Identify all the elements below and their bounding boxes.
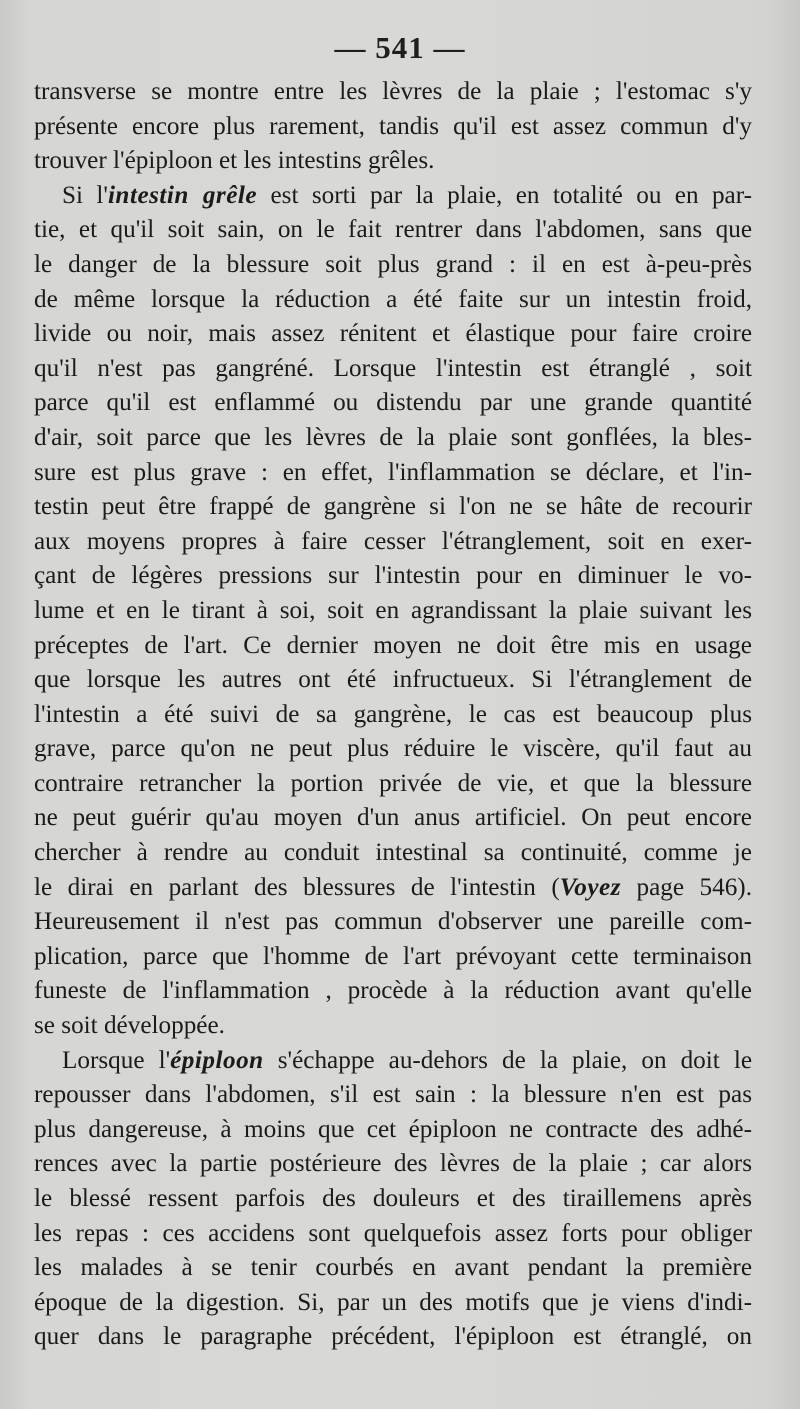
text-line: de même lorsque la réduction a été faite sur un intestin froid, xyxy=(34,285,752,313)
text-line: repousser dans l'abdomen, s'il est sain : la blessure n'en est pas xyxy=(34,1081,752,1109)
text-line: se soit développée. xyxy=(34,1012,225,1040)
text-line: les malades à se tenir courbés en avant pendant la première xyxy=(34,1254,752,1282)
text-line: trouver l'épiploon et les intestins grêles. xyxy=(34,147,435,175)
text-line: que lorsque les autres ont été infructueux. Si l'étranglement de xyxy=(34,666,752,694)
text-fragment: Si l' xyxy=(62,181,108,209)
text-line: tie, et qu'il soit sain, on le fait rentrer dans l'abdomen, sans que xyxy=(34,216,752,244)
text-line: le blessé ressent parfois des douleurs et des tiraillemens après xyxy=(34,1185,752,1212)
text-line: d'air, soit parce que les lèvres de la plaie sont gonflées, la bles- xyxy=(34,423,752,451)
reference-voyez: Voyez xyxy=(559,873,621,901)
text-line: chercher à rendre au conduit intestinal sa continuité, comme je xyxy=(34,839,752,867)
emphasis-term: intestin grêle xyxy=(107,181,258,209)
text-fragment: Lorsque l' xyxy=(62,1046,171,1074)
paragraph-start-line xyxy=(34,179,752,214)
text-line: ne peut guérir qu'au moyen d'un anus artificiel. On peut encore xyxy=(34,804,752,832)
text-line: plication, parce que l'homme de l'art prévoyant cette terminaison xyxy=(34,942,752,970)
text-line: qu'il n'est pas gangréné. Lorsque l'intestin est étranglé , soit xyxy=(34,354,752,382)
text-line: livide ou noir, mais assez rénitent et élastique pour faire croire xyxy=(34,320,752,348)
page-number: — 541 — xyxy=(334,30,466,65)
text-fragment: s'échappe au-dehors de la plaie, on doit le xyxy=(277,1046,752,1074)
text-line: testin peut être frappé de gangrène si l'on ne se hâte de recourir xyxy=(34,493,752,521)
text-line: contraire retrancher la portion privée de vie, et que la blessure xyxy=(34,769,752,797)
text-line: Heureusement il n'est pas commun d'observer une pareille com- xyxy=(34,908,752,936)
text-line: grave, parce qu'on ne peut plus réduire le viscère, qu'il faut au xyxy=(34,735,752,763)
reference-line xyxy=(34,871,752,906)
text-fragment: le dirai en parlant des blessures de l'intestin ( xyxy=(34,873,560,901)
text-line: çant de légères pressions sur l'intestin pour en diminuer le vo- xyxy=(34,562,752,590)
text-line: présente encore plus rarement, tandis qu'il est assez commun d'y xyxy=(34,112,752,140)
text-line: l'intestin a été suivi de sa gangrène, le cas est beaucoup plus xyxy=(34,700,752,728)
text-line: sure est plus grave : en effet, l'inflammation se déclare, et l'in- xyxy=(34,458,752,486)
body-text xyxy=(34,75,752,1355)
text-line: lume et en le tirant à soi, soit en agrandissant la plaie suivant les xyxy=(34,596,752,624)
emphasis-term: épiploon xyxy=(170,1046,264,1074)
paragraph-start-line xyxy=(34,1044,752,1079)
text-line: le danger de la blessure soit plus grand : il en est à-peu-près xyxy=(34,250,752,278)
text-line: aux moyens propres à faire cesser l'étranglement, soit en exer- xyxy=(34,527,752,555)
text-line: les repas : ces accidens sont quelquefois assez forts pour obliger xyxy=(34,1219,752,1247)
text-fragment: page 546). xyxy=(621,873,752,901)
text-line: plus dangereuse, à moins que cet épiploon ne contracte des adhé- xyxy=(34,1115,752,1143)
text-fragment: est sorti par la plaie, en totalité ou en par- xyxy=(270,181,753,209)
text-line: époque de la digestion. Si, par un des motifs que je viens d'indi- xyxy=(34,1288,752,1316)
text-line: quer dans le paragraphe précédent, l'épiploon est étranglé, on xyxy=(34,1323,752,1351)
text-line: transverse se montre entre les lèvres de la plaie ; l'estomac s'y xyxy=(34,78,752,105)
text-line: préceptes de l'art. Ce dernier moyen ne doit être mis en usage xyxy=(34,631,752,659)
text-line: parce qu'il est enflammé ou distendu par une grande quantité xyxy=(34,389,752,417)
text-line: funeste de l'inflammation , procède à la réduction avant qu'elle xyxy=(34,977,752,1005)
text-line: rences avec la partie postérieure des lèvres de la plaie ; car alors xyxy=(34,1150,752,1178)
